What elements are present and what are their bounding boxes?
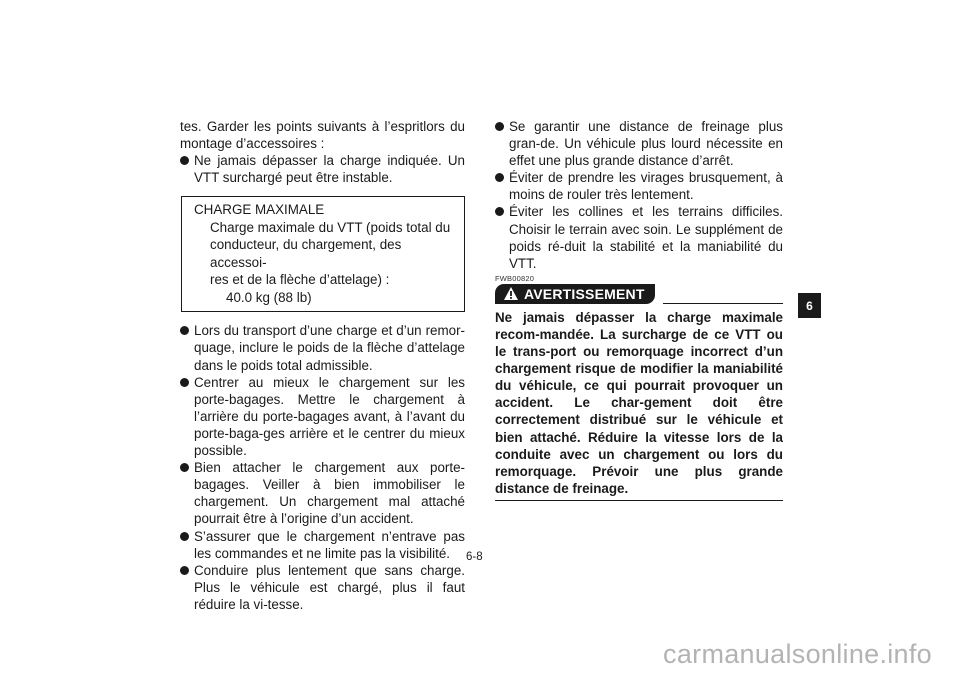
warning-label: AVERTISSEMENT bbox=[524, 285, 645, 302]
bullet-icon bbox=[495, 207, 504, 216]
bullet-icon bbox=[180, 566, 189, 575]
list-item: Lors du transport d’une charge et d’un remor-quage, inclure le poids de la flèche d’attelage dans le poids total admissible. bbox=[180, 322, 465, 373]
bullet-list-right bbox=[495, 118, 783, 272]
list-item: Centrer au mieux le chargement sur les porte-bagages. Mettre le chargement à l’arrière du porte-bagages avant, à l’avant du porte-baga-ges arrière et le centrer du mieux possible. bbox=[180, 374, 465, 459]
bullet-icon bbox=[180, 463, 189, 472]
warning-rule bbox=[663, 303, 783, 304]
left-column bbox=[180, 118, 465, 613]
bullet-list-bottom bbox=[180, 322, 465, 613]
list-item: Conduire plus lentement que sans charge. Plus le véhicule est chargé, plus il faut réduire la vi-tesse. bbox=[180, 562, 465, 613]
max-load-spec-box bbox=[181, 196, 465, 312]
warning-code: FWB00820 bbox=[495, 273, 535, 283]
list-item: Éviter de prendre les virages brusquement, à moins de rouler très lentement. bbox=[495, 169, 783, 203]
bullet-list-top bbox=[180, 152, 465, 186]
warning-badge bbox=[495, 284, 655, 304]
list-item: S’assurer que le chargement n’entrave pas les commandes et ne limite pas la visibilité. bbox=[180, 528, 465, 562]
warning-text: Ne jamais dépasser la charge maximale recom-mandée. La surcharge de ce VTT ou le trans-port ou remorquage incorrect d’un chargement risque de modifier la maniabilité du véhicule, ce qui pourrait provoquer un accident. Le char-gement doit être correctement distribué sur le véhicule et bien attaché. Réduire la vitesse lors de la conduite avec un chargement ou lors du remorquage. Prévoir une plus grande distance de freinage. bbox=[495, 309, 783, 501]
bullet-icon bbox=[495, 173, 504, 182]
list-item: Bien attacher le chargement aux porte-bagages. Veiller à bien immobiliser le chargement. Un chargement mal attaché pourrait être à l’origine d’un accident. bbox=[180, 459, 465, 527]
bullet-icon bbox=[180, 326, 189, 335]
bullet-icon bbox=[495, 122, 504, 131]
spec-title: CHARGE MAXIMALE bbox=[194, 202, 325, 218]
list-item: Se garantir une distance de freinage plus gran-de. Un véhicule plus lourd nécessite en effet une plus grande distance d’arrêt. bbox=[495, 118, 783, 169]
bullet-icon bbox=[180, 156, 189, 165]
spec-value: 40.0 kg (88 lb) bbox=[226, 289, 312, 305]
intro-paragraph: tes. Garder les points suivants à l’espritlors du montage d’accessoires : bbox=[180, 119, 465, 152]
bullet-icon bbox=[180, 532, 189, 541]
page-number: 6-8 bbox=[466, 551, 483, 563]
list-item: Ne jamais dépasser la charge indiquée. Un VTT surchargé peut être instable. bbox=[180, 152, 465, 186]
chapter-tab: 6 bbox=[798, 293, 821, 318]
watermark: carmanualsonline.info bbox=[663, 639, 932, 669]
list-item: Éviter les collines et les terrains difficiles. Choisir le terrain avec soin. Le supplément de poids ré-duit la stabilité et la maniabilité du VTT. bbox=[495, 203, 783, 271]
spec-description: Charge maximale du VTT (poids total du conducteur, du chargement, des accessoi- res et de la flèche d’attelage) : bbox=[210, 219, 451, 288]
warning-triangle-icon bbox=[503, 286, 519, 301]
warning-header bbox=[495, 284, 783, 304]
right-column bbox=[495, 118, 783, 501]
bullet-icon bbox=[180, 378, 189, 387]
